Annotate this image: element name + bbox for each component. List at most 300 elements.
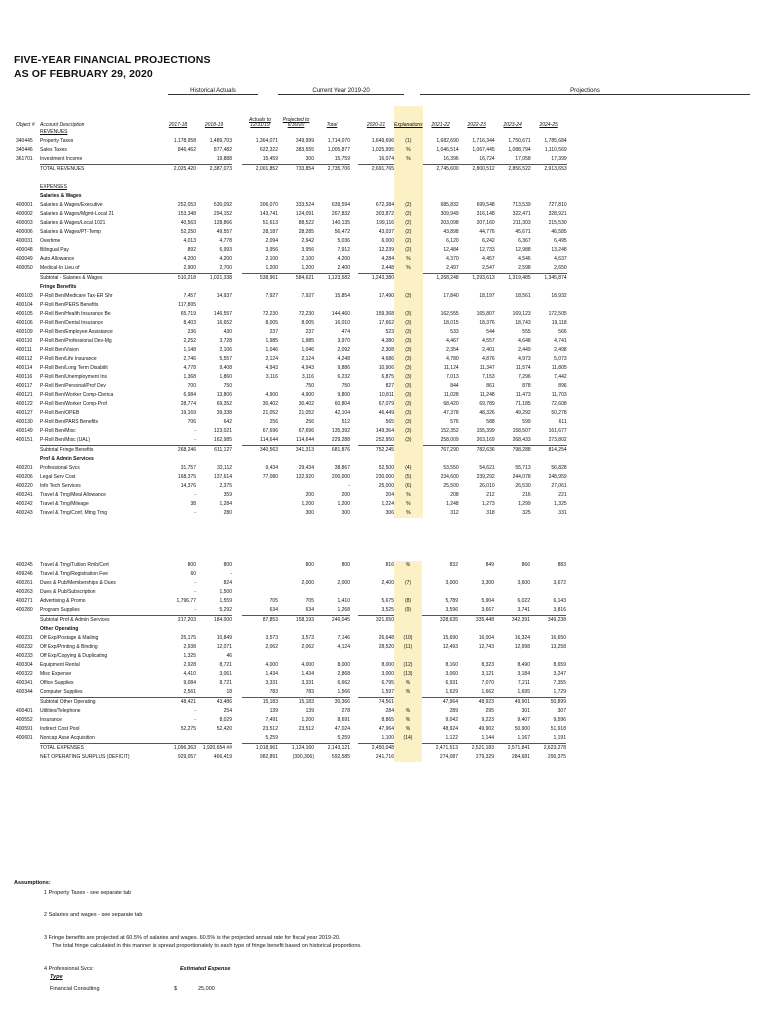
amount-cell: 10,906 (378, 365, 394, 371)
amount-cell: 1,122 (445, 735, 458, 741)
amount-cell: 12,733 (479, 247, 495, 253)
amount-cell: 26,530 (515, 483, 531, 489)
spacer-cell (350, 744, 358, 754)
object-number: 400344 (16, 689, 33, 696)
amount-cell: 300 (305, 156, 314, 162)
table-row (16, 301, 567, 310)
amount-cell: 2,124 (301, 356, 314, 362)
amount-cell: 2,650 (554, 265, 567, 271)
amount-cell (278, 570, 314, 579)
account-description: P-Roll Ben/PERS Benefits (40, 302, 99, 308)
amount-cell: 750 (305, 383, 314, 389)
account-description: Equipment Rental (40, 662, 80, 668)
explanation-note (394, 744, 422, 754)
amount-cell: 4,284 (381, 256, 394, 262)
amount-cell: 2,498 (554, 347, 567, 353)
spacer-cell (350, 473, 358, 482)
description-header: Account Description (40, 122, 85, 128)
object-number: 361701 (16, 156, 33, 163)
amount-cell: 215,530 (548, 220, 567, 226)
amount-cell: 256 (269, 419, 278, 425)
account-description: Other Operating (40, 626, 79, 632)
amount-cell: 17,058 (515, 156, 531, 162)
amount-cell: 11,703 (551, 392, 567, 398)
spacer-cell (232, 210, 242, 219)
spacer-cell (232, 337, 242, 346)
amount-cell: 3,667 (481, 607, 494, 613)
amount-cell: 268,246 (160, 446, 196, 456)
amount-cell: 8,005 (265, 320, 278, 326)
spacer-cell (232, 482, 242, 491)
amount-cell: 30,366 (314, 698, 350, 708)
spacer-cell (232, 128, 242, 137)
amount-cell (278, 734, 314, 744)
amount-cell (196, 183, 232, 192)
amount-cell: 634 (269, 607, 278, 613)
account-description: Program Supplies (40, 607, 80, 613)
amount-cell: 2,400 (381, 580, 394, 586)
amount-cell: 274,087 (439, 754, 458, 760)
amount-cell (242, 579, 278, 588)
spacer-cell (350, 174, 358, 183)
amount-cell: 252,950 (375, 437, 394, 443)
amount-cell: 3,573 (301, 635, 314, 641)
object-number (16, 283, 40, 292)
amount-cell: 713,539 (512, 202, 531, 208)
amount-cell: 685,832 (440, 202, 459, 208)
amount-cell (196, 283, 232, 292)
object-number: 400114 (16, 365, 33, 371)
amount-cell (196, 455, 232, 464)
amount-cell: 1,144 (481, 735, 494, 741)
amount-cell: 16,074 (378, 156, 394, 162)
amount-cell: 8,005 (301, 320, 314, 326)
assumption-2: 2 Salaries and wages - see separate tab (44, 912, 143, 918)
amount-cell: 7,146 (337, 635, 350, 641)
spacer-cell (350, 606, 358, 616)
table-row (16, 744, 566, 754)
spacer-cell (350, 373, 358, 382)
amount-cell: 4,900 (265, 392, 278, 398)
amount-cell: 8,721 (219, 662, 232, 668)
object-number: 400110 (16, 338, 33, 344)
account-description: P-Roll Ben/Life Insurance (40, 356, 97, 362)
amount-cell: 9,084 (183, 680, 196, 686)
amount-cell: 307 (557, 708, 566, 714)
amount-cell: 4,000 (301, 662, 314, 668)
amount-cell: 599 (522, 419, 531, 425)
account-description: Utilities/Telephone (40, 708, 81, 714)
amount-cell: 284 (385, 708, 394, 714)
spacer-cell (232, 500, 242, 509)
object-number: 400601 (16, 735, 33, 742)
explanation-note (394, 616, 422, 626)
amount-cell: 2,942 (301, 238, 314, 244)
amount-cell: 10,811 (379, 392, 394, 398)
amount-cell: 252,053 (177, 202, 196, 208)
amount-cell: 634 (305, 607, 314, 613)
explanation-note: % (394, 679, 422, 688)
object-number: 400031 (16, 238, 33, 244)
amount-cell: 2,561 (183, 689, 196, 695)
amount-cell: 43,037 (378, 229, 394, 235)
assumption-1: 1 Property Taxes - see separate tab (44, 890, 132, 896)
table-row (16, 561, 566, 570)
spacer-cell (232, 652, 242, 661)
amount-cell: 236 (187, 329, 196, 335)
projections-table-top (16, 106, 567, 518)
explanation-note: % (394, 146, 423, 155)
spacer-cell (350, 455, 358, 464)
amount-cell: 1,750,671 (508, 138, 531, 144)
amount-cell: 23,512 (262, 726, 278, 732)
spacer-cell (232, 255, 242, 264)
amount-cell: 1,200 (265, 265, 278, 271)
spacer-cell (232, 464, 242, 473)
table-row (16, 246, 567, 255)
column-header: Actuals to 12/31/19 (249, 117, 271, 128)
explanation-note (394, 698, 422, 708)
amount-cell: 7,355 (553, 680, 566, 686)
amount-cell (314, 174, 350, 183)
amount-cell: 211,303 (512, 220, 531, 226)
amount-cell: 1,319,485 (495, 274, 531, 284)
amount-cell: 48,326 (479, 410, 495, 416)
amount-cell: 12,743 (478, 644, 494, 650)
amount-cell: - (194, 510, 196, 516)
spacer-cell (350, 228, 358, 237)
amount-cell (531, 301, 567, 310)
account-description: Sales Taxes (40, 147, 67, 153)
amount-cell: 6,984 (183, 392, 196, 398)
amount-cell: 1,434 (265, 671, 278, 677)
amount-cell: 1,200 (301, 501, 314, 507)
object-number (16, 128, 40, 137)
amount-cell: 1,224 (381, 501, 394, 507)
amount-cell: 866 (521, 562, 530, 568)
amount-cell: 4,780 (446, 356, 459, 362)
amount-cell: 6,993 (219, 247, 232, 253)
amount-cell (278, 652, 314, 661)
account-description: Medical-In Lieu of (40, 265, 80, 271)
amount-cell (358, 192, 394, 201)
amount-cell: 48,924 (442, 726, 458, 732)
amount-cell: 5,557 (219, 356, 232, 362)
amount-cell: 800 (341, 562, 350, 568)
object-number: 400243 (16, 510, 33, 516)
projections-table-bottom (16, 561, 566, 762)
amount-cell (196, 174, 232, 183)
amount-cell: 2,375 (219, 483, 232, 489)
amount-cell: 1,018,961 (242, 744, 278, 754)
amount-cell: 31,757 (180, 465, 196, 471)
amount-cell: - (194, 589, 196, 595)
explanation-note (394, 165, 423, 175)
object-number (16, 698, 40, 708)
amount-cell: 3,116 (265, 374, 278, 380)
explanation-note: (10) (394, 634, 422, 643)
amount-cell: 1,860 (219, 374, 232, 380)
amount-cell: 1,920,654 ## (196, 744, 232, 754)
amount-cell: 1,325 (183, 653, 196, 659)
amount-cell: 4,467 (446, 338, 459, 344)
amount-cell: 9,223 (481, 717, 494, 723)
amount-cell: 2,124 (265, 356, 278, 362)
amount-cell (358, 183, 394, 192)
amount-cell: 3,184 (517, 671, 530, 677)
account-description: Office Supplies (40, 680, 74, 686)
spacer-cell (232, 283, 242, 292)
spacer-cell (232, 716, 242, 725)
table-row (16, 391, 567, 400)
spacer-cell (350, 409, 358, 418)
amount-cell: 46,449 (378, 410, 394, 416)
amount-cell: 1,682,690 (436, 138, 459, 144)
amount-cell: 11,124 (443, 365, 459, 371)
amount-cell: 68,420 (443, 401, 459, 407)
explanation-note (394, 652, 422, 661)
amount-cell: 7,927 (301, 293, 314, 299)
spacer-cell (350, 670, 358, 679)
account-description: P-Roll Ben/Health Insurance Be (40, 311, 111, 317)
amount-cell: 3,728 (219, 338, 232, 344)
amount-cell: 3,596 (445, 607, 458, 613)
amount-cell: 44,776 (479, 229, 495, 235)
amount-cell: 30,402 (298, 401, 314, 407)
amount-cell (160, 128, 196, 137)
table-row (16, 670, 566, 679)
spacer-cell (232, 436, 242, 446)
amount-cell: 2,800,512 (459, 165, 495, 175)
account-description: Professional Svcs (40, 465, 80, 471)
explanation-note (394, 183, 423, 192)
amount-cell (494, 570, 530, 579)
account-description: P-Roll Ben/Unemployment Ins (40, 374, 107, 380)
amount-cell: 1,796.77 (176, 598, 196, 604)
spacer-cell (232, 616, 242, 626)
amount-cell: 56,472 (334, 229, 350, 235)
amount-cell: 16,652 (216, 320, 232, 326)
explanation-note: % (394, 688, 422, 698)
table-row (16, 382, 567, 391)
object-number: 400001 (16, 202, 33, 208)
explanation-note: (12) (394, 661, 422, 670)
amount-cell: 15,183 (242, 698, 278, 708)
amount-cell: 49,901 (494, 698, 530, 708)
amount-cell (278, 192, 314, 201)
table-row (16, 570, 566, 579)
table-row (16, 192, 567, 201)
account-description: Bilingual Pay (40, 247, 69, 253)
spacer-cell (232, 698, 242, 708)
amount-cell (423, 455, 459, 464)
account-description: P-Roll Ben/Worker Comp-Prof (40, 401, 107, 407)
amount-cell: 268,433 (512, 437, 531, 443)
object-number: 400048 (16, 247, 33, 253)
account-description: Travel & Trng/Meal Allowance (40, 492, 106, 498)
spacer-cell (350, 625, 358, 634)
amount-cell: 1,248 (446, 501, 459, 507)
explanation-note: (3) (394, 346, 423, 355)
amount-cell: 2,735,706 (314, 165, 350, 175)
column-header: Explanations (394, 106, 423, 128)
amount-cell: 1,273 (482, 501, 495, 507)
spacer-cell (232, 146, 242, 155)
amount-cell (530, 588, 566, 597)
amount-cell: 69,789 (479, 401, 495, 407)
amount-cell: 3,525 (381, 607, 394, 613)
amount-cell: 165,807 (476, 311, 495, 317)
amount-cell: 2,449 (518, 347, 531, 353)
amount-cell: 158,507 (512, 428, 531, 434)
amount-cell (242, 192, 278, 201)
amount-cell: 335,448 (458, 616, 494, 626)
amount-cell (242, 500, 278, 509)
amount-cell: 26,648 (378, 635, 394, 641)
account-description: P-Roll Ben/Long Term Disabilit (40, 365, 108, 371)
spacer-cell (350, 237, 358, 246)
table-row (16, 491, 567, 500)
amount-cell: (390,306) (292, 754, 314, 760)
spacer-cell (350, 570, 358, 579)
object-number: 400261 (16, 580, 33, 586)
amount-cell: 5,259 (265, 735, 278, 741)
amount-cell: 727,810 (548, 202, 567, 208)
account-description: Salaries & Wages (40, 193, 82, 199)
amount-cell: 767,290 (423, 446, 459, 456)
amount-cell: 1,299 (518, 501, 531, 507)
table-row (16, 436, 567, 446)
amount-cell: 3,573 (265, 635, 278, 641)
amount-cell: 54,621 (479, 465, 495, 471)
amount-cell: 43,898 (443, 229, 459, 235)
spacer-cell (232, 661, 242, 670)
amount-cell: 533 (450, 329, 459, 335)
amount-cell: 824 (223, 580, 232, 586)
amount-cell (531, 128, 567, 137)
amount-cell: 28,774 (180, 401, 196, 407)
amount-cell: 15,690 (442, 635, 458, 641)
amount-cell: 7,211 (517, 680, 530, 686)
amount-cell (314, 588, 350, 597)
spacer-cell (350, 643, 358, 652)
object-number (16, 446, 40, 456)
table-row (16, 625, 566, 634)
amount-cell: 28,187 (262, 229, 278, 235)
table-row (16, 155, 567, 165)
amount-cell: 19,888 (216, 156, 232, 162)
spacer-cell (350, 201, 358, 210)
account-description: Off Exp/Copying & Duplicating (40, 653, 108, 659)
amount-cell: 51,613 (262, 220, 278, 226)
spacer-cell (232, 274, 242, 284)
spacer-cell (232, 473, 242, 482)
explanation-note: % (394, 725, 422, 734)
amount-cell: 146,557 (213, 311, 232, 317)
amount-cell: 5,259 (337, 735, 350, 741)
amount-cell: 12,239 (378, 247, 394, 253)
spacer-cell (232, 391, 242, 400)
amount-cell: - (230, 571, 232, 577)
spacer-cell (232, 643, 242, 652)
amount-cell: 9,800 (337, 392, 350, 398)
amount-cell: 8,691 (337, 717, 350, 723)
amount-cell: 611,127 (196, 446, 232, 456)
amount-cell: 622,322 (259, 147, 278, 153)
spacer-cell (232, 670, 242, 679)
amount-cell: 783 (305, 689, 314, 695)
amount-cell: 2,252 (183, 338, 196, 344)
spacer-cell (350, 310, 358, 319)
explanation-note: % (394, 716, 422, 725)
amount-cell: 47,024 (334, 726, 350, 732)
amount-cell: 4,546 (518, 256, 531, 262)
table-row (16, 464, 567, 473)
amount-cell: 1,067,445 (472, 147, 495, 153)
amount-cell: 2,094 (265, 238, 278, 244)
amount-cell: 11,574 (515, 365, 531, 371)
assumption-3: 3 Fringe benefits are projected at 60.5% of salaries and wages. 60.5% is the projected annual rate for fiscal year 2019-20. (44, 935, 341, 941)
object-number (16, 274, 40, 284)
spacer-cell (350, 579, 358, 588)
amount-cell: - (348, 483, 350, 489)
amount-cell: 9,596 (553, 717, 566, 723)
amount-cell: 137,614 (213, 474, 232, 480)
amount-cell: 8,403 (183, 320, 196, 326)
table-row (16, 606, 566, 616)
spacer-cell (232, 409, 242, 418)
spacer-cell (232, 634, 242, 643)
amount-cell: 7,491 (265, 717, 278, 723)
amount-cell: 4,380 (381, 338, 394, 344)
explanation-note (394, 625, 422, 634)
explanation-note (394, 174, 423, 183)
spacer-cell (350, 301, 358, 310)
account-description: TOTAL EXPENSES (40, 744, 160, 754)
amount-cell: 3,247 (553, 671, 566, 677)
amount-cell: 1,200 (301, 717, 314, 723)
amount-cell: 544 (486, 329, 495, 335)
account-description: Subtotal Prof & Admin Services (40, 616, 160, 626)
object-number: 400106 (16, 320, 33, 326)
amount-cell (423, 128, 459, 137)
amount-cell: 7,457 (183, 293, 196, 299)
object-number: 400245 (16, 562, 33, 568)
amount-cell (314, 301, 350, 310)
amount-cell: 50,899 (530, 698, 566, 708)
object-number (16, 165, 40, 175)
spacer-cell (350, 146, 358, 155)
amount-cell: 1,434 (301, 671, 314, 677)
explanation-note: (3) (394, 355, 423, 364)
amount-cell: 3,741 (517, 607, 530, 613)
spacer-cell (232, 725, 242, 734)
object-number (16, 183, 40, 192)
amount-cell (160, 155, 196, 165)
amount-cell: 21,052 (262, 410, 278, 416)
amount-cell: 2,308 (381, 347, 394, 353)
amount-cell (458, 570, 494, 579)
amount-cell: 430 (223, 329, 232, 335)
amount-cell: 3,060 (445, 671, 458, 677)
amount-cell: 172,505 (548, 311, 567, 317)
amount-cell (495, 128, 531, 137)
spacer-cell (350, 192, 358, 201)
object-number: 400050 (16, 265, 33, 272)
amount-cell: 152,352 (440, 428, 459, 434)
amount-cell: 29,434 (298, 465, 314, 471)
amount-cell: 1,489,703 (209, 138, 232, 144)
